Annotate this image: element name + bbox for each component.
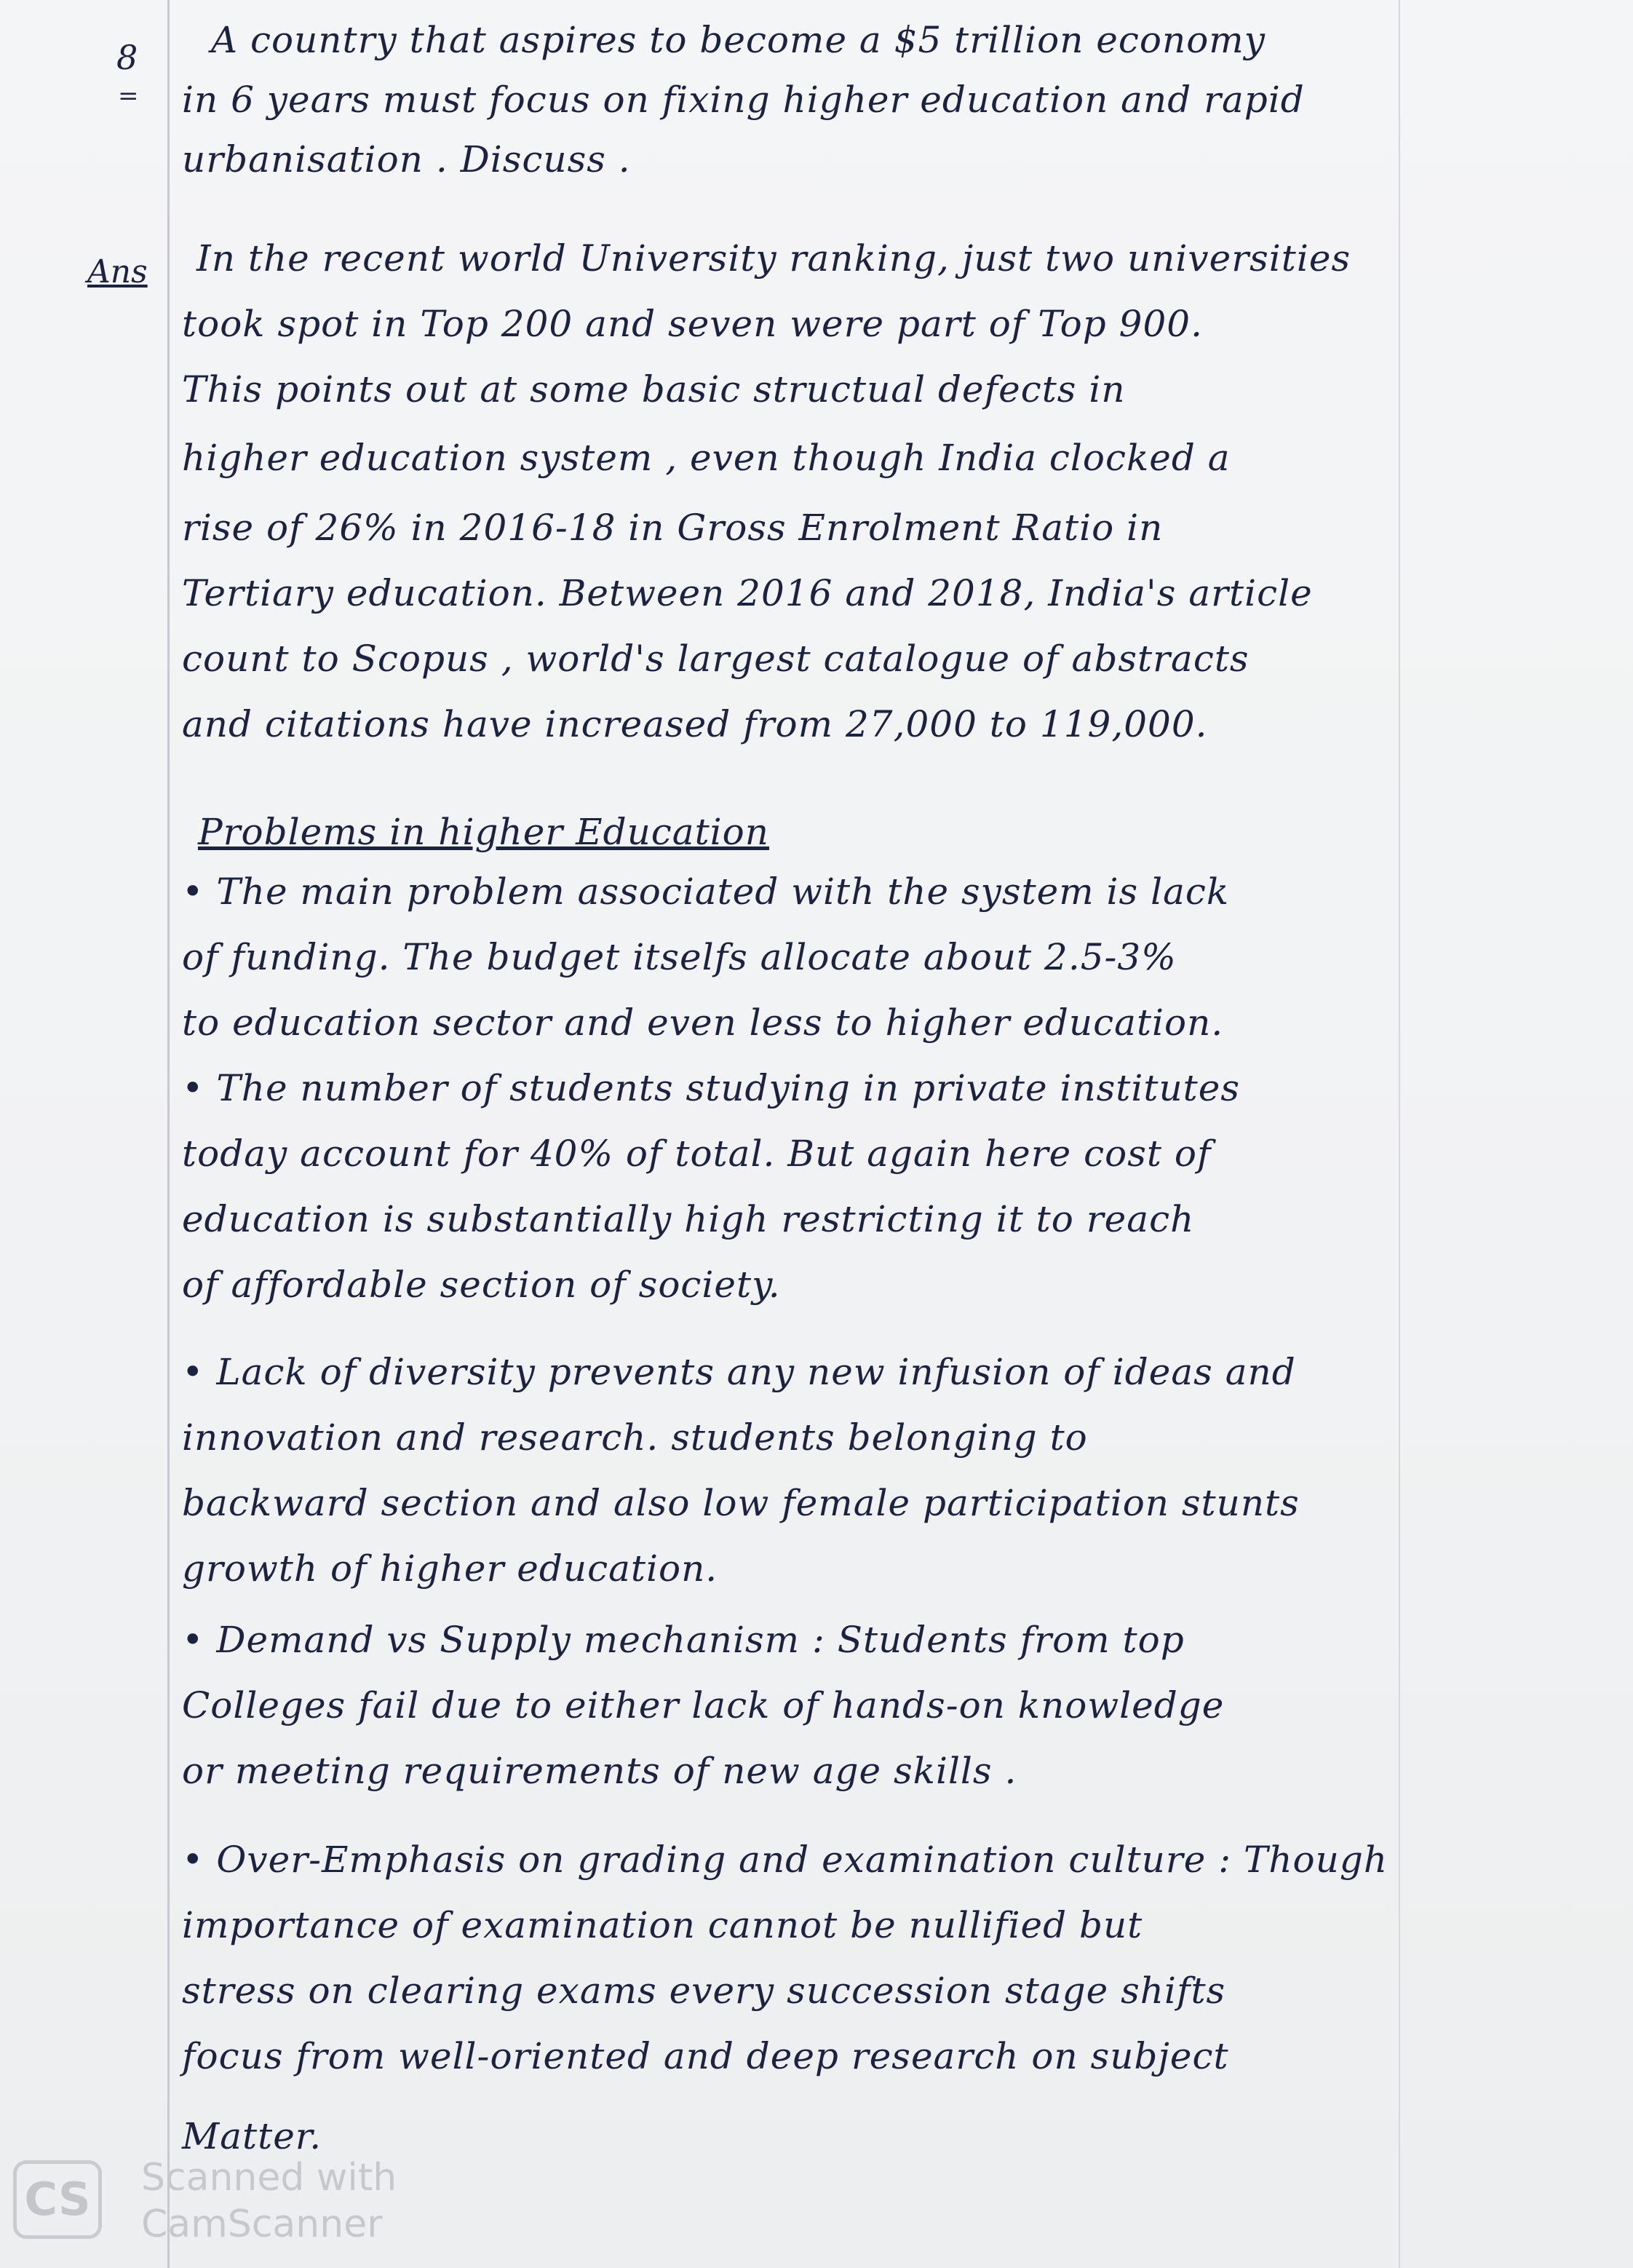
problem-line-2: of funding. The budget itselfs allocate about 2.5-3% [182,936,1177,978]
question-number-dash: = [118,82,139,111]
intro-line-7: count to Scopus , world's largest catalogue of abstracts [182,638,1249,680]
intro-line-5: rise of 26% in 2016-18 in Gross Enrolment Ratio in [182,507,1164,549]
problem-line-9: innovation and research. students belonging to [182,1416,1088,1459]
margin-rule-left [167,0,170,2268]
problem-line-16: importance of examination cannot be nullified but [182,1904,1143,1946]
answer-label: Ans [87,253,148,290]
problem-line-1: • The main problem associated with the system is lack [182,871,1230,913]
camscanner-watermark [13,2156,421,2251]
watermark-line-1: Scanned with [141,2156,397,2200]
problem-line-4: • The number of students studying in private institutes [182,1067,1241,1109]
problem-line-17: stress on clearing exams every succession stage shifts [182,1970,1226,2012]
problem-line-11: growth of higher education. [182,1547,718,1590]
intro-line-6: Tertiary education. Between 2016 and 2018, India's article [182,572,1313,614]
intro-line-1: In the recent world University ranking, just two universities [196,237,1351,279]
problem-line-14: or meeting requirements of new age skills . [182,1750,1017,1792]
problem-line-12: • Demand vs Supply mechanism : Students from top [182,1619,1185,1661]
problem-line-10: backward section and also low female participation stunts [182,1482,1300,1524]
intro-line-2: took spot in Top 200 and seven were part of Top 900. [182,303,1204,345]
problem-line-19: Matter. [182,2115,322,2157]
question-line-2: in 6 years must focus on fixing higher education and rapid [182,79,1305,121]
intro-line-3: This points out at some basic structual defects in [182,368,1126,411]
problem-line-18: focus from well-oriented and deep research on subject [182,2035,1229,2077]
question-line-3: urbanisation . Discuss . [182,138,631,181]
problem-line-7: of affordable section of society. [182,1264,781,1306]
intro-line-4: higher education system , even though India clocked a [182,437,1231,479]
camscanner-logo: CS [13,2160,102,2239]
problem-line-13: Colleges fail due to either lack of hands-on knowledge [182,1684,1225,1726]
problem-line-8: • Lack of diversity prevents any new infusion of ideas and [182,1351,1296,1393]
intro-line-8: and citations have increased from 27,000 to 119,000. [182,703,1208,745]
problem-line-3: to education sector and even less to higher education. [182,1002,1224,1044]
problem-line-6: education is substantially high restricting it to reach [182,1198,1195,1240]
problem-line-15: • Over-Emphasis on grading and examination culture : Though [182,1839,1388,1881]
problem-line-5: today account for 40% of total. But again here cost of [182,1133,1212,1175]
question-line-1: A country that aspires to become a $5 trillion economy [211,19,1266,61]
question-number: 8 [116,38,138,77]
problems-heading: Problems in higher Education [198,811,769,853]
watermark-line-2: CamScanner [141,2202,383,2246]
